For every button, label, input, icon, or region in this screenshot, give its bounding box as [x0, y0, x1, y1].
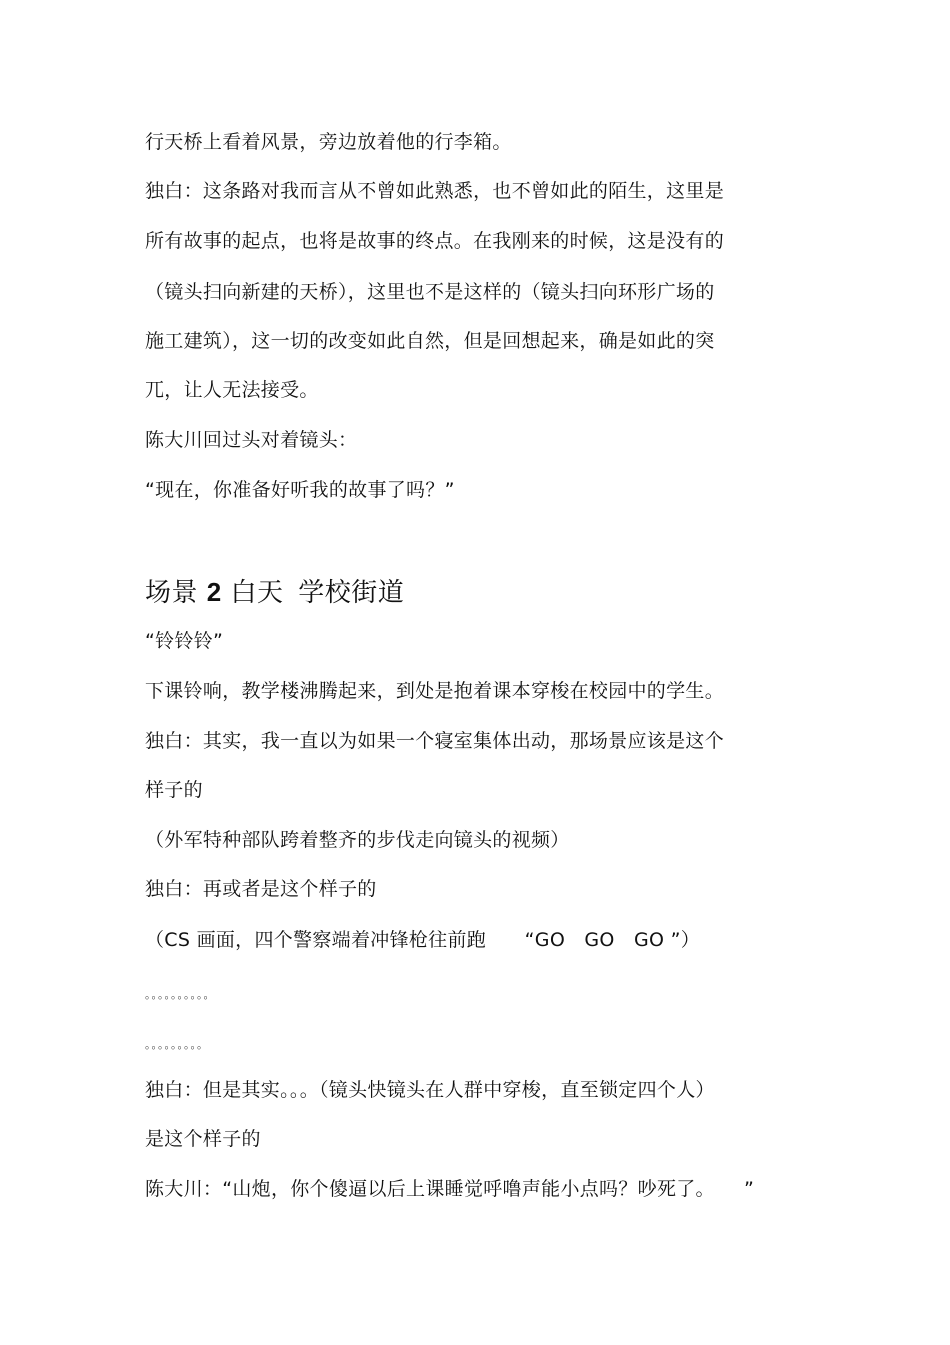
scene-place: 学校街道 [298, 578, 405, 608]
paragraph-line: （CS 画面，四个警察端着冲锋枪往前跑 “GO GO GO ”） [145, 929, 701, 951]
scene-heading [145, 575, 404, 610]
paragraph-line: 独白：其实，我一直以为如果一个寝室集体出动，那场景应该是这个 [145, 730, 725, 752]
paragraph-line: 所有故事的起点，也将是故事的终点。在我刚来的时候，这是没有的 [145, 230, 725, 252]
paragraph-line: 下课铃响，教学楼沸腾起来，到处是抱着课本穿梭在校园中的学生。 [145, 680, 725, 702]
paragraph-line: 施工建筑），这一切的改变如此自然，但是回想起来，确是如此的突 [145, 330, 715, 352]
scene-number: 2 [206, 577, 222, 607]
paragraph-line: 兀，让人无法接受。 [145, 379, 319, 401]
paragraph-line: “现在，你准备好听我的故事了吗？” [145, 479, 455, 501]
paragraph-line: （外军特种部队跨着整齐的步伐走向镜头的视频） [145, 829, 570, 851]
ellipsis-line: 。。。。。。。。。 [145, 1038, 209, 1051]
paragraph-line: （镜头扫向新建的天桥），这里也不是这样的（镜头扫向环形广场的 [145, 281, 715, 303]
paragraph-line: 独白：这条路对我而言从不曾如此熟悉，也不曾如此的陌生，这里是 [145, 180, 725, 202]
paragraph-line: 是这个样子的 [145, 1128, 261, 1150]
paragraph-line: 陈大川：“山炮，你个傻逼以后上课睡觉呼噜声能小点吗？吵死了。 ” [145, 1178, 755, 1200]
paragraph-line: 行天桥上看着风景，旁边放着他的行李箱。 [145, 131, 512, 153]
ellipsis-line: 。。。。。。。。。。 [145, 988, 216, 1001]
paragraph-line: 独白：再或者是这个样子的 [145, 878, 377, 900]
scene-prefix: 场景 [145, 578, 199, 608]
paragraph-line: 陈大川回过头对着镜头： [145, 429, 358, 451]
paragraph-line: 独白：但是其实。。。（镜头快镜头在人群中穿梭，直至锁定四个人） [145, 1079, 715, 1101]
paragraph-line: 样子的 [145, 779, 203, 801]
paragraph-line: “铃铃铃” [145, 630, 224, 652]
scene-time: 白天 [230, 578, 284, 608]
